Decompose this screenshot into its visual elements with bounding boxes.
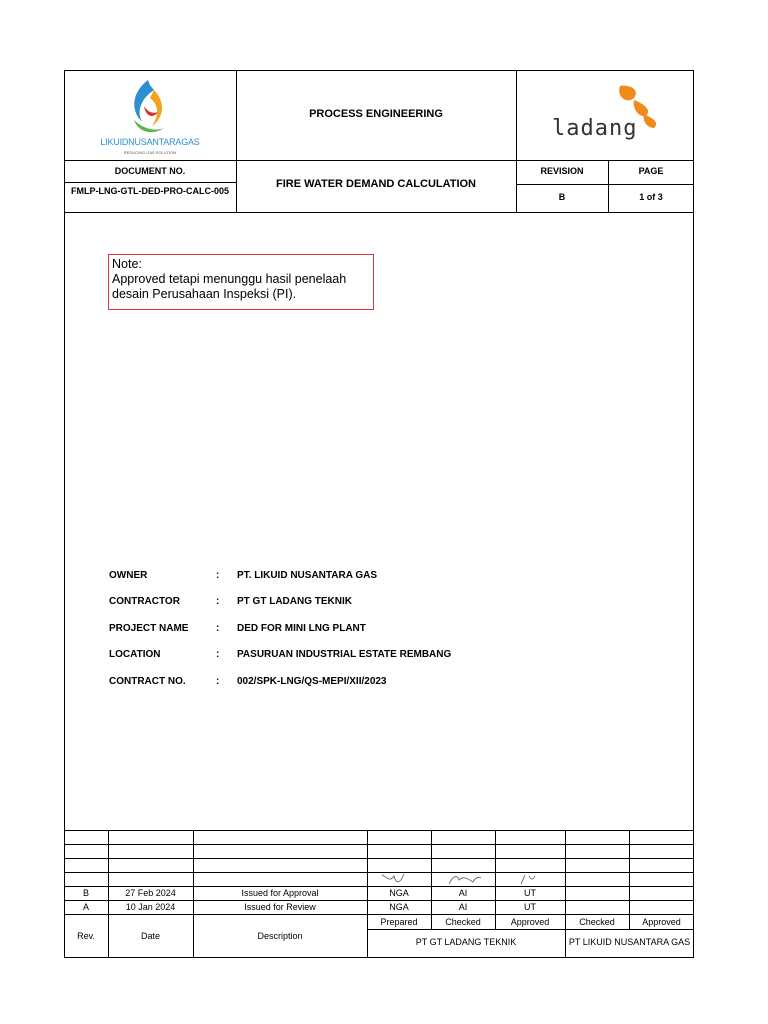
revision-table-line: [64, 900, 694, 901]
approved-cell: UT: [524, 902, 536, 912]
client-approved-label: Approved: [642, 917, 681, 927]
revision-value: B: [558, 192, 566, 202]
checked-cell: AI: [458, 902, 468, 912]
contractor-name: PT GT LADANG TEKNIK: [415, 937, 517, 947]
rev-header: Rev.: [77, 931, 95, 941]
checked-signature: [445, 872, 485, 886]
date-cell: 27 Feb 2024: [125, 888, 176, 898]
info-label: PROJECT NAME: [109, 623, 189, 634]
revision-table-line: [495, 830, 496, 929]
contractor-logo: [516, 70, 694, 160]
info-label: LOCATION: [109, 649, 161, 660]
revision-table-line: [64, 872, 694, 873]
page-label: PAGE: [638, 166, 664, 176]
client-checked-label: Checked: [579, 917, 615, 927]
info-value: DED FOR MINI LNG PLANT: [237, 623, 366, 634]
info-value: PASURUAN INDUSTRIAL ESTATE REMBANG: [237, 649, 452, 660]
client-name: PT LIKUID NUSANTARA GAS: [568, 937, 691, 947]
info-value: 002/SPK-LNG/QS-MEPI/XII/2023: [237, 676, 387, 687]
approval-note: [108, 254, 374, 310]
page-value: 1 of 3: [639, 192, 663, 202]
info-label: OWNER: [109, 570, 148, 581]
document-no: FMLP-LNG-GTL-DED-PRO-CALC-005: [71, 186, 229, 196]
approved-signature: [515, 872, 545, 886]
prepared-cell: NGA: [389, 888, 409, 898]
revision-table-line: [64, 914, 694, 915]
header-divider: [236, 70, 237, 212]
description-cell: Issued for Review: [244, 902, 316, 912]
header-divider: [516, 184, 694, 185]
revision-label: REVISION: [540, 166, 584, 176]
client-logo-text: LIKUIDNUSANTARAGAS: [100, 137, 200, 147]
contractor-logo-text: ladang: [552, 116, 638, 141]
info-separator: :: [216, 623, 220, 634]
client-logo-tagline: REDUCING GAS SOLUTION: [123, 150, 177, 155]
info-value: PT. LIKUID NUSANTARA GAS: [237, 570, 377, 581]
description-header: Description: [257, 931, 303, 941]
header-divider: [64, 182, 236, 183]
rev-cell: A: [82, 902, 89, 912]
revision-table-line: [431, 830, 432, 929]
client-logo: [64, 70, 236, 160]
revision-table-line: [64, 886, 694, 887]
revision-table-line: [367, 929, 694, 930]
revision-table-line: [64, 858, 694, 859]
checked-cell: AI: [458, 888, 468, 898]
info-separator: :: [216, 596, 220, 607]
info-separator: :: [216, 676, 220, 687]
approved-cell: UT: [524, 888, 536, 898]
header-divider: [64, 212, 694, 213]
date-header: Date: [140, 931, 160, 941]
prepared-signature: [380, 872, 420, 886]
note-heading: Note:: [112, 257, 142, 271]
info-separator: :: [216, 570, 220, 581]
prepared-label: Prepared: [380, 917, 418, 927]
rev-cell: B: [82, 888, 89, 898]
ladang-logo-mark: [516, 70, 694, 160]
date-cell: 10 Jan 2024: [125, 902, 176, 912]
prepared-cell: NGA: [389, 902, 409, 912]
header-divider: [64, 160, 694, 161]
revision-table-line: [629, 830, 630, 929]
document-title: FIRE WATER DEMAND CALCULATION: [275, 178, 477, 190]
discipline-title: PROCESS ENGINEERING: [309, 108, 443, 120]
info-separator: :: [216, 649, 220, 660]
info-value: PT GT LADANG TEKNIK: [237, 596, 352, 607]
description-cell: Issued for Approval: [241, 888, 319, 898]
document-no-label: DOCUMENT NO.: [114, 166, 186, 176]
approved-label: Approved: [510, 917, 550, 927]
checked-label: Checked: [445, 917, 481, 927]
document-frame: [64, 70, 694, 958]
info-label: CONTRACT NO.: [109, 676, 186, 687]
revision-table-line: [64, 844, 694, 845]
note-body: Approved tetapi menunggu hasil penelaah desain Perusahaan Inspeksi (PI).: [112, 272, 347, 301]
info-label: CONTRACTOR: [109, 596, 180, 607]
revision-table-line: [64, 830, 694, 831]
